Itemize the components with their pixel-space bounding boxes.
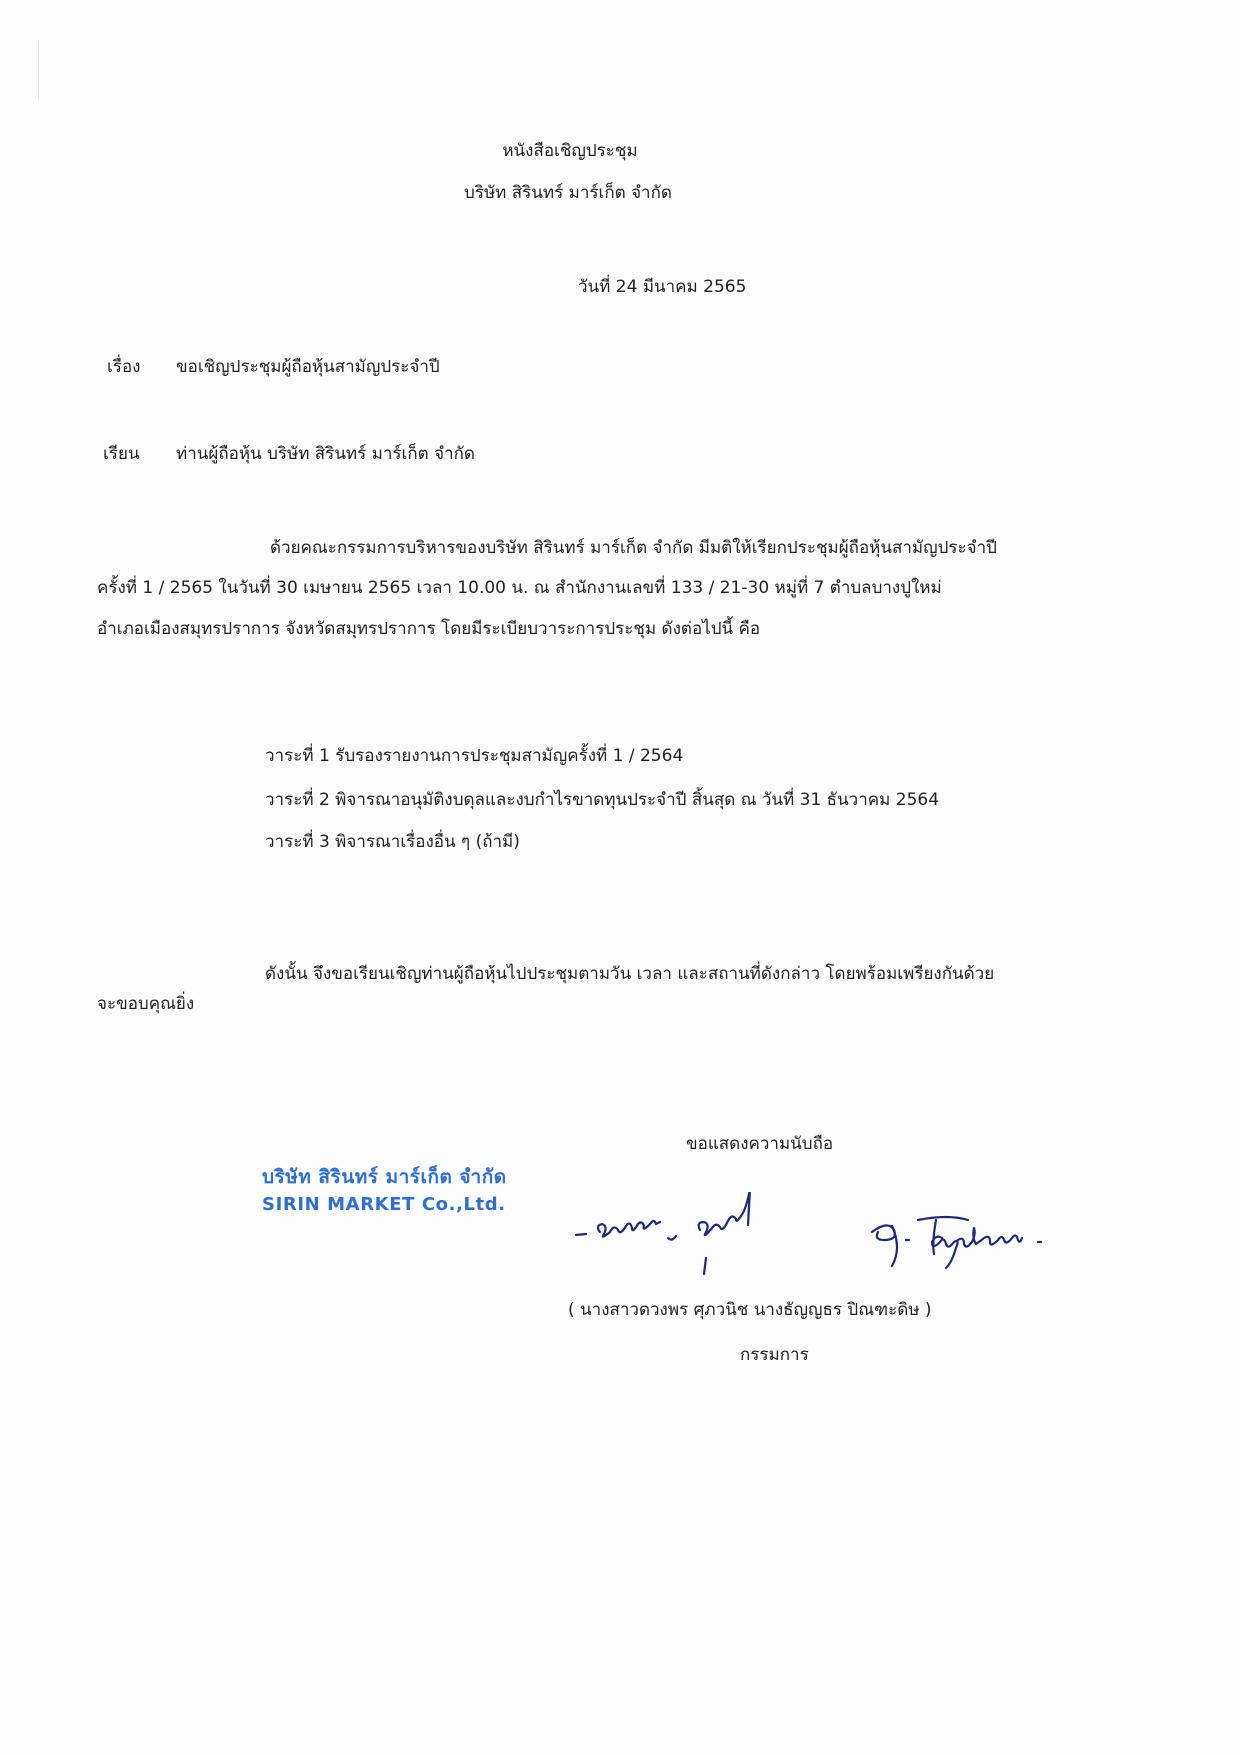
closing-line-1: ดังนั้น จึงขอเรียนเชิญท่านผู้ถือหุ้นไปประชุมตามวัน เวลา และสถานที่ดังกล่าว โดยพร้อมเพรียงกันด้วย: [265, 964, 995, 984]
stamp-english-name: SIRIN MARKET Co.,Ltd.: [262, 1194, 506, 1215]
document-date: วันที่ 24 มีนาคม 2565: [578, 277, 747, 297]
agenda-item-2: วาระที่ 2 พิจารณาอนุมัติงบดุลและงบกำไรขาดทุนประจำปี สิ้นสุด ณ วันที่ 31 ธันวาคม 2564: [265, 790, 940, 810]
body-line-3: อำเภอเมืองสมุทรปราการ จังหวัดสมุทรปราการ โดยมีระเบียบวาระการประชุม ดังต่อไปนี้ คือ: [97, 619, 761, 639]
subject-text: ขอเชิญประชุมผู้ถือหุ้นสามัญประจำปี: [176, 357, 440, 377]
agenda-item-3: วาระที่ 3 พิจารณาเรื่องอื่น ๆ (ถ้ามี): [265, 832, 520, 852]
company-stamp: [262, 1162, 507, 1215]
signature-2: [862, 1210, 1062, 1290]
company-name-header: บริษัท สิรินทร์ มาร์เก็ต จำกัด: [464, 183, 672, 203]
subject-label: เรื่อง: [107, 357, 141, 377]
regards-text: ขอแสดงความนับถือ: [686, 1134, 834, 1154]
recipient-label: เรียน: [103, 444, 140, 464]
signature-1: [572, 1192, 792, 1282]
body-line-2: ครั้งที่ 1 / 2565 ในวันที่ 30 เมษายน 2565 เวลา 10.00 น. ณ สำนักงานเลขที่ 133 / 21-30 หมู่ที่ 7 ตำบลบางปูใหม่: [97, 578, 942, 598]
document-title: หนังสือเชิญประชุม: [502, 141, 638, 161]
body-line-1: ด้วยคณะกรรมการบริหารของบริษัท สิรินทร์ มาร์เก็ต จำกัด มีมติให้เรียกประชุมผู้ถือหุ้นสามัญประจำปี: [270, 538, 997, 558]
agenda-item-1: วาระที่ 1 รับรองรายงานการประชุมสามัญครั้งที่ 1 / 2564: [265, 746, 684, 766]
scan-artifact: [38, 40, 39, 100]
signatory-position: กรรมการ: [740, 1345, 809, 1365]
closing-line-2: จะขอบคุณยิ่ง: [97, 994, 195, 1014]
stamp-thai-name: บริษัท สิรินทร์ มาร์เก็ต จำกัด: [262, 1166, 507, 1188]
signatory-names: ( นางสาวดวงพร ศุภวนิช นางธัญญธร ปิณฑะดิษ ): [568, 1300, 932, 1320]
recipient-text: ท่านผู้ถือหุ้น บริษัท สิรินทร์ มาร์เก็ต จำกัด: [176, 444, 475, 464]
